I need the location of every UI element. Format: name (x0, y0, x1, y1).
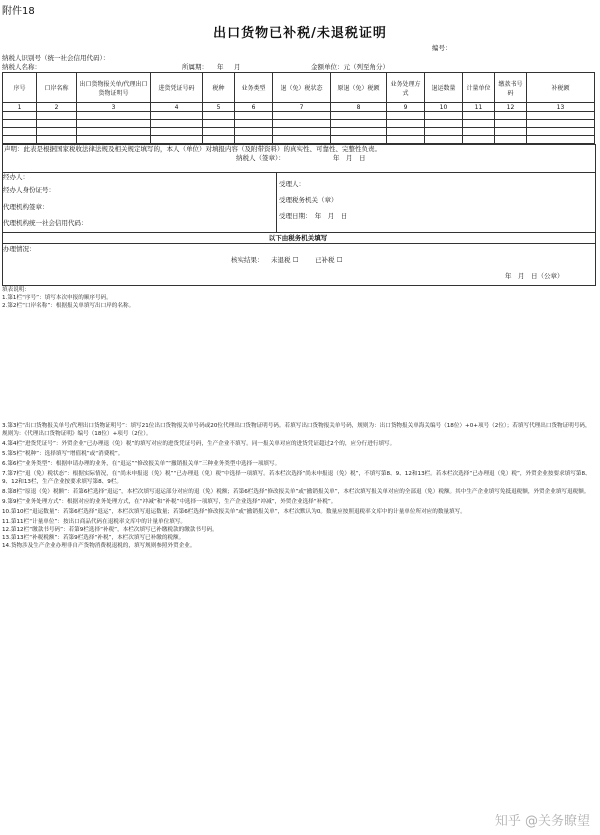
divider (2, 172, 595, 173)
note-item: 13.第13栏“补税税额”：若第9栏选择“补税”，本栏次填写已补缴的税额。 (2, 535, 185, 541)
col-number: 7 (273, 103, 331, 112)
note-item: 2.第2栏“口岸名称”：根据报关单填写出口岸的名称。 (2, 303, 135, 309)
col-number: 10 (425, 103, 463, 112)
handling-label: 办理情况： (3, 245, 36, 253)
col-number: 13 (527, 103, 595, 112)
number-label: 编号： (432, 44, 452, 52)
option-not-refunded[interactable]: 未退税 ☐ (271, 256, 299, 264)
col-header: 退（免）税状态 (273, 73, 331, 103)
note-item: 1.第1栏“序号”：填写本次申报的顺序号码。 (2, 295, 112, 301)
note-item: 3.第3栏“出口货物报关单号/代理出口货物证明号”：填写21位出口货物报关单号码或20位代理出口货物证明号码。若填写出口货物报关单号码，规则为：出口货物报关单海关编号（18位）+0+项号（2位）；若填写代理出口货物证明号码，规则为：《代理出口货物证明》编号（18位）+项号（2位）。 (2, 423, 591, 437)
col-number: 11 (463, 103, 495, 112)
col-header: 缴款书号码 (495, 73, 527, 103)
col-number: 8 (331, 103, 387, 112)
handler-label: 经办人： (3, 173, 29, 181)
official-seal-date: 年 月 日（公章） (505, 272, 564, 280)
page-title: 出口货物已补税/未退税证明 (213, 26, 387, 41)
taxpayer-id-label: 纳税人识别号（统一社会信用代码）： (2, 54, 110, 62)
receiver-label: 受理人： (279, 180, 305, 188)
col-number: 4 (151, 103, 203, 112)
note-item: 10.第10栏“退运数量”：若第6栏选择“退运”，本栏次填写退运数量；若第6栏选择“修改报关单”或“撤销报关单”，本栏次默认为0。数量应按照退税率文库中的计量单位所对应的数量填写。 (2, 509, 466, 515)
col-number: 5 (203, 103, 235, 112)
agency-sign-label: 代理机构签章： (3, 203, 49, 211)
declaration-text: 声明：此表是根据国家税收法律法规及相关规定填写的，本人（单位）对填报内容（及附带资料）的真实性、可靠性、完整性负责。 (4, 145, 381, 153)
table-row[interactable] (3, 120, 595, 128)
col-header: 序号 (3, 73, 37, 103)
watermark: 知乎 @关务瞭望 (494, 814, 590, 829)
taxpayer-name-label: 纳税人名称： (2, 63, 41, 71)
agency-id-label: 代理机构统一社会信用代码： (3, 219, 88, 227)
col-header: 进货凭证号码 (151, 73, 203, 103)
note-item: 12.第12栏“缴款书号码”：若第9栏选择“补税”，本栏次填写已补缴税款的缴款书号码。 (2, 527, 218, 533)
col-header: 退运数量 (425, 73, 463, 103)
annex-label: 附件18 (2, 6, 35, 17)
option-tax-paid[interactable]: 已补税 ☐ (315, 256, 343, 264)
divider (2, 243, 595, 244)
notes-bottom (2, 422, 594, 550)
col-header: 计量单位 (463, 73, 495, 103)
col-header: 原退（免）税额 (331, 73, 387, 103)
col-number: 1 (3, 103, 37, 112)
column-number-row (3, 103, 595, 112)
col-header: 业务处理方式 (387, 73, 425, 103)
period-label: 所属期： (182, 63, 208, 71)
table-row[interactable] (3, 128, 595, 136)
tax-section-header: 以下由税务机关填写 (268, 234, 328, 242)
col-header: 业务类型 (235, 73, 273, 103)
note-item: 6.第6栏“业务类型”：根据申请办理的业务，在“退运”“修改报关单”“撤销报关单”三种业务类型中选择一项填写。 (2, 461, 281, 467)
col-header: 税种 (203, 73, 235, 103)
col-number: 6 (235, 103, 273, 112)
note-item: 7.第7栏“退（免）税状态”：根据实际情况，在“尚未申报退（免）税”“已办理退（免）税”中选择一项填写。若本栏次选择“尚未申报退（免）税”，不填写第8、9、12和13栏。若本栏次选择“已办理退（免）税”，外贸企业按要求填写第8、9、12和13栏，生产企业按要求填写第8、9栏。 (2, 471, 591, 485)
note-item: 4.第4栏“进货凭证号”：外贸企业“已办理退（免）税”的填写对应的进货凭证号码，生产企业不填写。同一报关单对应的进货凭证超过2个的，应分行进行填写。 (2, 441, 396, 447)
goods-table (2, 72, 595, 144)
col-number: 3 (77, 103, 151, 112)
note-item: 14.货物涉及生产企业办理非自产货物消费税退税的，填写规则参照外贸企业。 (2, 543, 196, 549)
period-year: 年 (217, 63, 224, 71)
table-row[interactable] (3, 112, 595, 120)
divider (2, 232, 595, 233)
amount-unit-label: 金额单位：元（列至角分） (311, 63, 389, 71)
receive-date-label: 受理日期： 年 月 日 (279, 212, 348, 220)
table-header-row (3, 73, 595, 103)
period-month: 月 (234, 63, 241, 71)
notes-top (2, 286, 594, 310)
note-item: 5.第5栏“税种”：选择填写“增值税”或“消费税”。 (2, 451, 124, 457)
col-number: 2 (37, 103, 77, 112)
declaration-date: 年 月 日 (333, 154, 366, 162)
handler-id-label: 经办人身份证号： (3, 186, 55, 194)
col-number: 9 (387, 103, 425, 112)
col-header: 口岸名称 (37, 73, 77, 103)
table-row[interactable] (3, 136, 595, 144)
col-header: 出口货物报关单/代理出口货物证明号 (77, 73, 151, 103)
notes-title: 填表说明： (2, 287, 30, 293)
tax-office-label: 受理税务机关（章） (279, 196, 338, 204)
note-item: 8.第8栏“原退（免）税额”：若第6栏选择“退运”，本栏次填写退运部分对应的退（免）税额；若第6栏选择“修改报关单”或“撤销报关单”，本栏次填写报关单对应的全部退（免）税额。其中生产企业填写免抵退税额，外贸企业填写退税额。 (2, 489, 590, 495)
divider (276, 172, 277, 232)
note-item: 11.第11栏“计量单位”：按出口商品代码在退税率文库中的计量单位填写。 (2, 519, 187, 525)
taxpayer-sign-label: 纳税人（签章）： (236, 154, 285, 162)
col-header: 补税额 (527, 73, 595, 103)
note-item: 9.第9栏“业务处理方式”：根据对应的业务处理方式，在“冲减”和“补税”中选择一项填写，生产企业选择“冲减”，外贸企业选择“补税”。 (2, 499, 337, 505)
col-number: 12 (495, 103, 527, 112)
result-label: 核实结果： (231, 256, 264, 264)
